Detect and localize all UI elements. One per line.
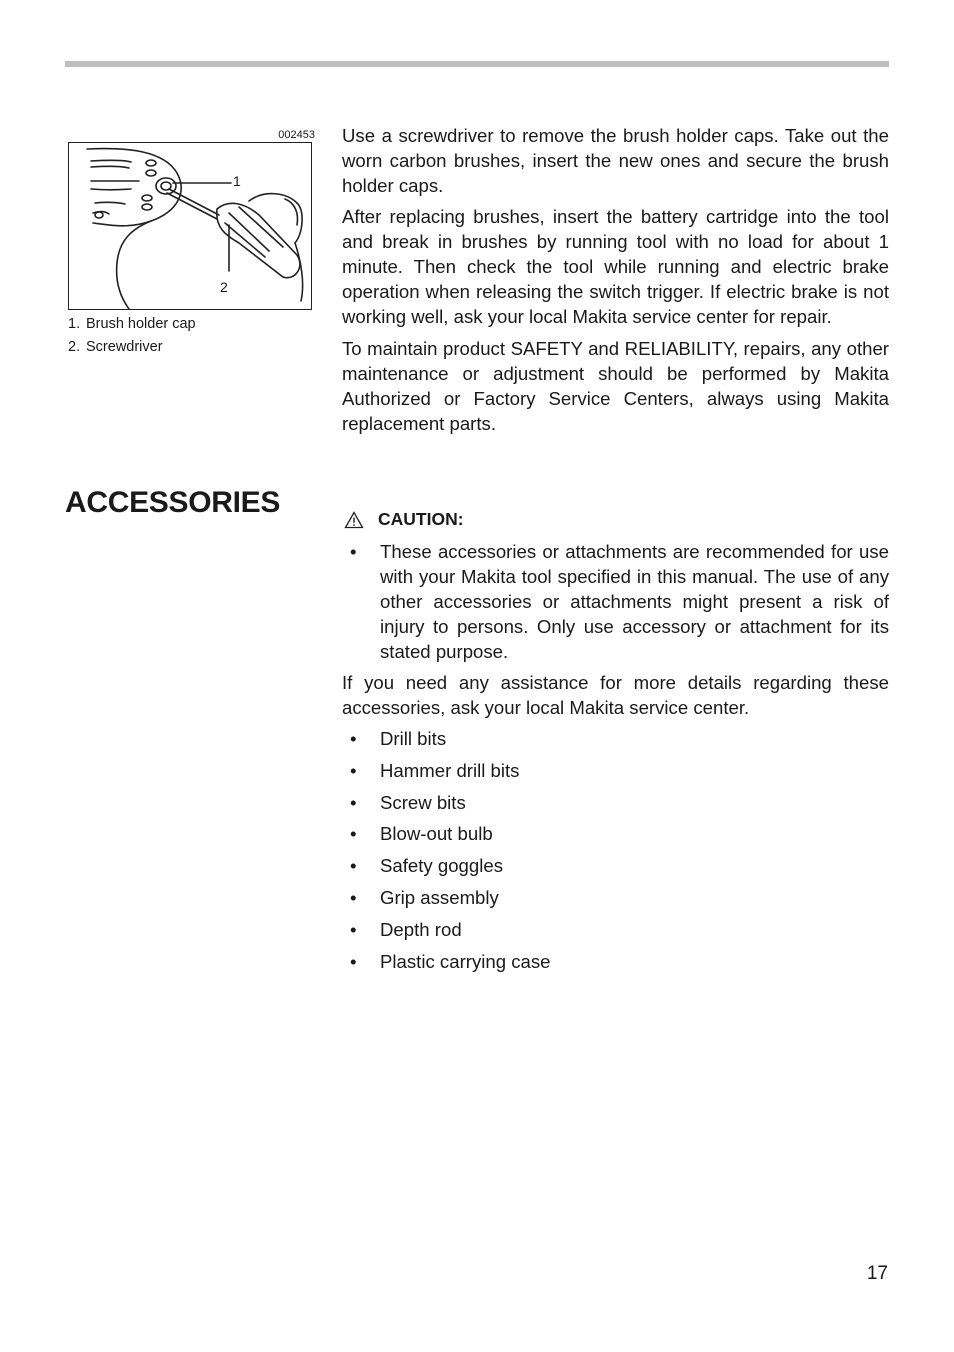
caution-label: CAUTION: — [378, 509, 464, 529]
callout-2-label: 2 — [220, 279, 228, 295]
figure-code: 002453 — [278, 129, 315, 141]
section-title-accessories: ACCESSORIES — [65, 486, 281, 519]
instruction-paragraphs — [342, 123, 889, 436]
brush-replacement-illustration — [68, 142, 312, 310]
paragraph-break-in: After replacing brushes, insert the battery cartridge into the tool and break in brushes by running tool with no load for about 1 minute. Then check the tool while running and electric brake operation when releasing the switch trigger. If electric brake is not working well, ask your local Makita service center for repair. — [342, 206, 889, 327]
warning-triangle-icon — [344, 511, 364, 529]
caution-text: These accessories or attachments are recommended for use with your Makita tool specified in this manual. The use of any other accessories or attachments might present a risk of injury to persons. Only use accessory or attachment for its stated purpose. — [380, 541, 889, 662]
legend-item: 1. Brush holder cap — [68, 316, 196, 332]
figure-legend — [68, 313, 196, 359]
accessories-intro-block — [342, 670, 889, 720]
bullet: • — [350, 541, 357, 562]
page-number: 17 — [866, 1263, 888, 1284]
caution-heading — [344, 509, 464, 530]
tool-drawing — [69, 143, 313, 311]
legend-item: 2. Screwdriver — [68, 339, 163, 355]
paragraph-remove-brushes: Use a screwdriver to remove the brush holder caps. Take out the worn carbon brushes, insert the new ones and secure the brush holder caps. — [342, 125, 889, 196]
callout-1-label: 1 — [233, 173, 241, 189]
paragraph-maintenance: To maintain product SAFETY and RELIABILITY, repairs, any other maintenance or adjustment should be performed by Makita Authorized or Factory Service Centers, always using Makita replacement parts. — [342, 338, 889, 434]
header-rule — [65, 61, 889, 67]
caution-item — [342, 539, 889, 664]
accessories-intro: If you need any assistance for more details regarding these accessories, ask your local Makita service center. — [342, 672, 889, 718]
